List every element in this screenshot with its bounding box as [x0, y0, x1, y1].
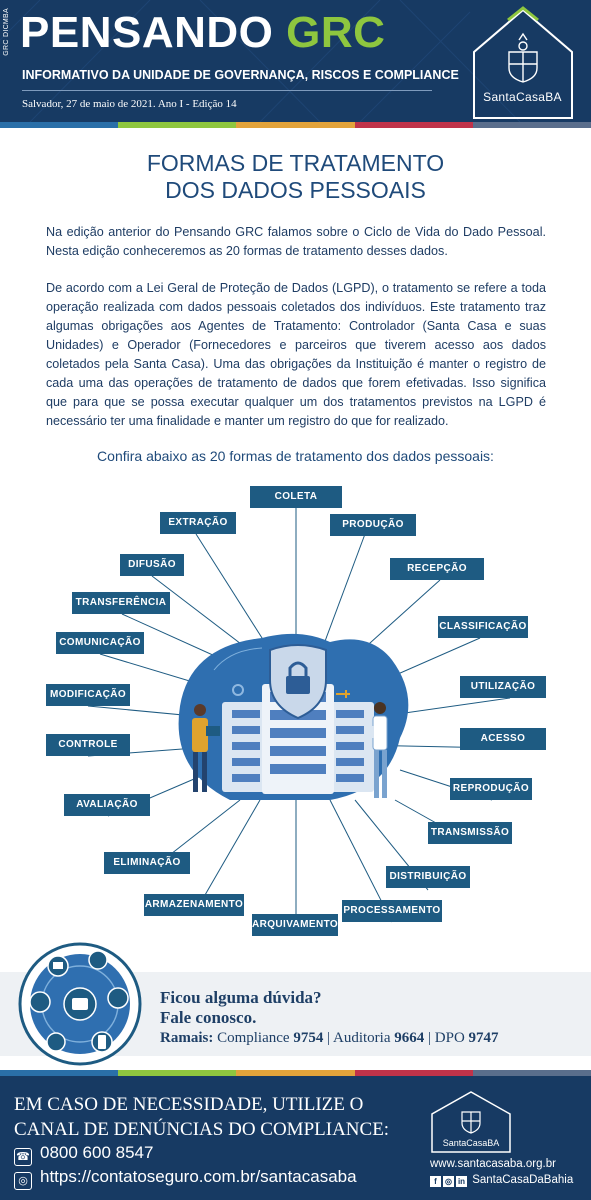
footer-line1: EM CASO DE NECESSIDADE, UTILIZE O [14, 1094, 364, 1115]
dpo-label: DPO [434, 1030, 465, 1046]
article-title-line1: FORMAS DE TRATAMENTO [146, 150, 445, 176]
social-links[interactable] [430, 1174, 573, 1187]
form-label: PRODUÇÃO [330, 514, 416, 536]
hotline-number: 0800 600 8547 [40, 1143, 154, 1162]
hotline-url-link[interactable] [14, 1167, 357, 1190]
envelope-icon [108, 988, 128, 1008]
form-label: PROCESSAMENTO [342, 900, 442, 922]
question-text: Ficou alguma dúvida? [160, 988, 322, 1007]
form-label: ARMAZENAMENTO [144, 894, 244, 916]
form-label: COMUNICAÇÃO [56, 632, 144, 654]
brand-main: PENSANDO [20, 8, 287, 57]
ramais-line [160, 1028, 499, 1048]
form-label: RECEPÇÃO [390, 558, 484, 580]
form-label: CONTROLE [46, 734, 130, 756]
header-side-text: GRC DICMBA [3, 8, 10, 56]
web-icon: ◎ [14, 1172, 32, 1190]
chat-icon [89, 951, 107, 969]
header-logo-text: SantaCasaBA [483, 90, 562, 104]
phone-icon: ☎ [14, 1148, 32, 1166]
hotline-url: https://contatoseguro.com.br/santacasaba [40, 1167, 357, 1186]
social-handle: SantaCasaDaBahia [472, 1174, 574, 1186]
brand-title [20, 10, 385, 56]
website-link[interactable]: www.santacasaba.org.br [430, 1158, 556, 1170]
separator: | [428, 1030, 432, 1046]
footer-logo [430, 1090, 512, 1154]
brand-accent: GRC [286, 8, 386, 57]
form-label: AVALIAÇÃO [64, 794, 150, 816]
auditoria-label: Auditoria [333, 1030, 391, 1046]
auditoria-ext: 9664 [394, 1030, 425, 1046]
phone-icon [30, 992, 50, 1012]
instagram-icon[interactable]: ◎ [443, 1176, 454, 1187]
form-label: ARQUIVAMENTO [252, 914, 338, 936]
dpo-ext: 9747 [468, 1030, 499, 1046]
hotline-phone[interactable] [14, 1143, 153, 1166]
talk-text: Fale conosco. [160, 1008, 257, 1027]
linkedin-icon[interactable]: in [457, 1177, 466, 1186]
form-label: UTILIZAÇÃO [460, 676, 546, 698]
contact-text [160, 988, 499, 1048]
footer-line2: CANAL DE DENÚNCIAS DO COMPLIANCE: [14, 1119, 390, 1140]
ramais-label: Ramais: [160, 1030, 214, 1046]
lgpd-paragraph: De acordo com a Lei Geral de Proteção de Dados (LGPD), o tratamento se refere a toda operação realizada com dados pessoais coletados dos indivíduos. Este tratamento traz algumas obrigações aos Agentes de Tratamento: Controlador (Santa Casa e suas Unidades) e Operador (Fornecedores e parceiros que tiverem acesso aos dados coletados pela Santa Casa). Uma das obrigações da Instituição é manter o registro de cada uma das operações de tratamento de dados que forem efetivadas. Isso significa que para que se possa executar qualquer um dos tratamentos previstos na LGPD é necessário ter uma finalidade e manter um registro do que for realizado. [46, 281, 546, 428]
facebook-icon[interactable]: f [430, 1176, 441, 1187]
article-title-line2: DOS DADOS PESSOAIS [165, 177, 426, 203]
form-label: ACESSO [460, 728, 546, 750]
newsletter-subtitle: INFORMATIVO DA UNIDADE DE GOVERNANÇA, RISCOS E COMPLIANCE [22, 68, 459, 82]
list-intro: Confira abaixo as 20 formas de tratamento dos dados pessoais: [97, 448, 494, 464]
form-label: TRANSFERÊNCIA [72, 592, 170, 614]
treatment-diagram [0, 470, 591, 940]
intro-paragraph: Na edição anterior do Pensando GRC falamos sobre o Ciclo de Vida do Dado Pessoal. Nesta edição conheceremos as 20 formas de tratamento desses dados. [46, 225, 546, 258]
form-label: DISTRIBUIÇÃO [386, 866, 470, 888]
article-title [0, 150, 591, 204]
form-label: REPRODUÇÃO [450, 778, 532, 800]
contact-circle-illustration [10, 938, 150, 1068]
header-divider [22, 90, 432, 91]
form-label: COLETA [250, 486, 342, 508]
form-label: EXTRAÇÃO [160, 512, 236, 534]
separator: | [327, 1030, 331, 1046]
edition-info: Salvador, 27 de maio de 2021. Ano I - Edição 14 [22, 98, 237, 110]
footer-logo-text: SantaCasaBA [442, 1138, 500, 1148]
form-label: ELIMINAÇÃO [104, 852, 190, 874]
form-label: TRANSMISSÃO [428, 822, 512, 844]
whistleblower-heading [14, 1092, 389, 1142]
compliance-label: Compliance [217, 1030, 290, 1046]
contact-icon [47, 1033, 65, 1051]
form-label: DIFUSÃO [120, 554, 184, 576]
form-label: MODIFICAÇÃO [46, 684, 130, 706]
form-label: CLASSIFICAÇÃO [438, 616, 528, 638]
compliance-ext: 9754 [293, 1030, 324, 1046]
